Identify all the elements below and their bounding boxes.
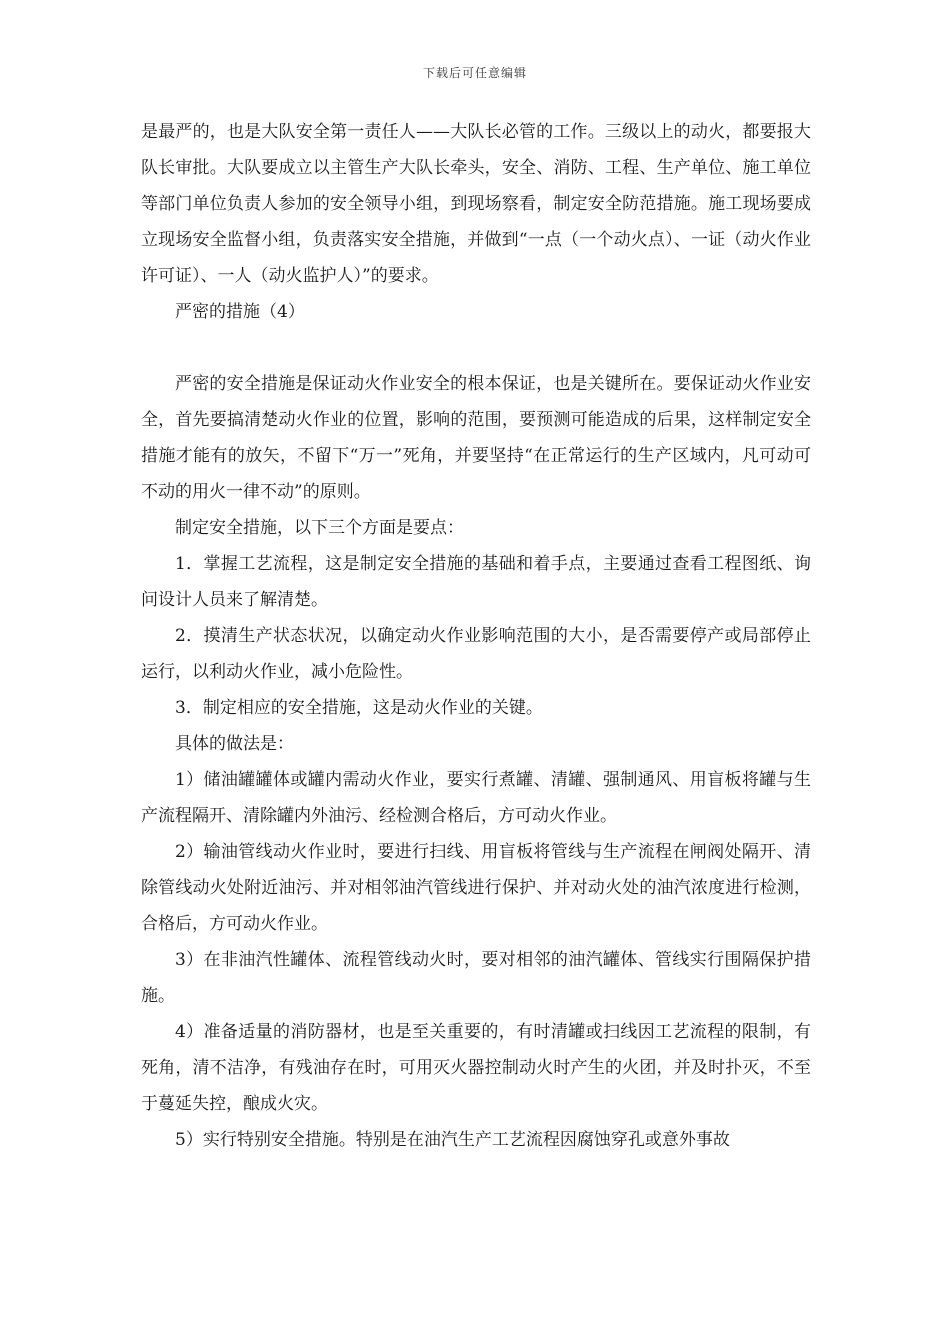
list-item: 2）输油管线动火作业时，要进行扫线、用盲板将管线与生产流程在闸阀处隔开、清除管线动火处附近油污、并对相邻油汽管线进行保护、并对动火处的油汽浓度进行检测，合格后，方可动火作业。 <box>141 842 811 934</box>
list-item: 2．摸清生产状态状况，以确定动火作业影响范围的大小，是否需要停产或局部停止运行，以利动火作业，减小危险性。 <box>141 626 811 682</box>
paragraph-continuation: 是最严的，也是大队安全第一责任人——大队长必管的工作。三级以上的动火，都要报大队长审批。大队要成立以主管生产大队长牵头，安全、消防、工程、生产单位、施工单位等部门单位负责人参加的安全领导小组，到现场察看，制定安全防范措施。施工现场要成立现场安全监督小组，负责落实安全措施，并做到“一点（一个动火点）、一证（动火作业许可证）、一人（动火监护人）”的要求。 <box>141 122 811 286</box>
section-heading: 严密的措施（4） <box>175 302 305 322</box>
list-item: 3）在非油汽性罐体、流程管线动火时，要对相邻的油汽罐体、管线实行围隔保护措施。 <box>141 950 811 1006</box>
paragraph: 严密的安全措施是保证动火作业安全的根本保证，也是关键所在。要保证动火作业安全，首先要搞清楚动火作业的位置，影响的范围，要预测可能造成的后果，这样制定安全措施才能有的放矢，不留下“万一”死角，并要坚持“在正常运行的生产区域内，凡可动可不动的用火一律不动”的原则。 <box>141 374 811 502</box>
list-item: 3．制定相应的安全措施，这是动火作业的关键。 <box>175 698 543 718</box>
document-body <box>141 114 811 1158</box>
page-header: 下载后可任意编辑 <box>422 66 527 80</box>
list-item: 5）实行特别安全措施。特别是在油汽生产工艺流程因腐蚀穿孔或意外事故 <box>175 1130 730 1150</box>
list-item: 1．掌握工艺流程，这是制定安全措施的基础和着手点，主要通过查看工程图纸、询问设计人员来了解清楚。 <box>141 554 811 610</box>
paragraph: 具体的做法是： <box>175 734 294 754</box>
paragraph: 制定安全措施，以下三个方面是要点： <box>175 518 464 538</box>
list-item: 4）准备适量的消防器材，也是至关重要的，有时清罐或扫线因工艺流程的限制，有死角，清不洁净，有残油存在时，可用灭火器控制动火时产生的火团，并及时扑灭，不至于蔓延失控，酿成火灾。 <box>141 1022 811 1114</box>
list-item: 1）储油罐罐体或罐内需动火作业，要实行煮罐、清罐、强制通风、用盲板将罐与生产流程隔开、清除罐内外油污、经检测合格后，方可动火作业。 <box>141 770 811 826</box>
